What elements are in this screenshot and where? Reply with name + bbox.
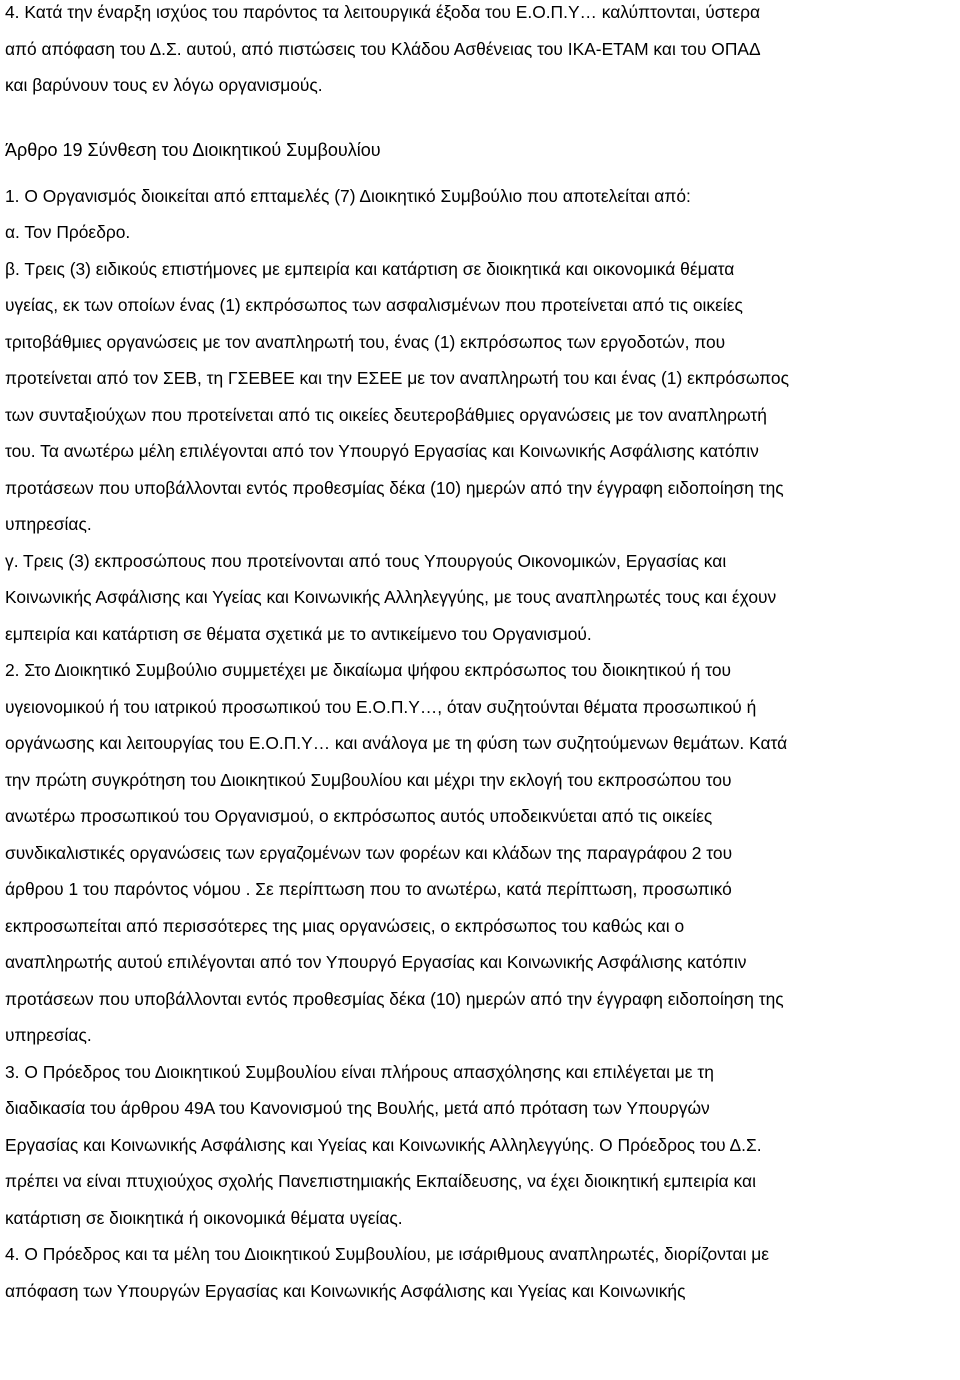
article-heading: Άρθρο 19 Σύνθεση του Διοικητικού Συμβουλίου: [5, 139, 381, 160]
text-line: 4. Ο Πρόεδρος και τα μέλη του Διοικητικού Συμβουλίου, με ισάριθμους αναπληρωτές, διορίζονται με: [5, 1244, 770, 1264]
text-line: του. Τα ανωτέρω μέλη επιλέγονται από τον Υπουργό Εργασίας και Κοινωνικής Ασφάλισης κατόπιν: [5, 441, 759, 461]
text-line: από απόφαση του Δ.Σ. αυτού, από πιστώσεις του Κλάδου Ασθένειας του ΙΚΑ-ΕΤΑΜ και του ΟΠΑΔ: [5, 38, 761, 59]
text-line: 1. Ο Οργανισμός διοικείται από επταμελές (7) Διοικητικό Συμβούλιο που αποτελείται από:: [5, 185, 691, 206]
text-line: πρέπει να είναι πτυχιούχος σχολής Πανεπιστημιακής Εκπαίδευσης, να έχει διοικητική εμπειρία και: [5, 1171, 756, 1191]
text-line: κατάρτιση σε διοικητικά ή οικονομικά θέματα υγείας.: [5, 1207, 403, 1228]
text-line: β. Τρεις (3) ειδικούς επιστήμονες με εμπειρία και κατάρτιση σε διοικητικά και οικονομικά θέματα: [5, 258, 735, 279]
text-line: υγειονομικού ή του ιατρικού προσωπικού του Ε.Ο.Π.Υ…, όταν συζητούνται θέματα προσωπικού ή: [5, 696, 757, 717]
text-line: υπηρεσίας.: [5, 1025, 92, 1045]
text-line: απόφαση των Υπουργών Εργασίας και Κοινωνικής Ασφάλισης και Υγείας και Κοινωνικής: [5, 1280, 686, 1301]
text-line: Κοινωνικής Ασφάλισης και Υγείας και Κοινωνικής Αλληλεγγύης, με τους αναπληρωτές τους και έχουν: [5, 587, 777, 607]
text-line: Εργασίας και Κοινωνικής Ασφάλισης και Υγείας και Κοινωνικής Αλληλεγγύης. Ο Πρόεδρος του Δ.Σ.: [5, 1134, 762, 1155]
text-line: προτάσεων που υποβάλλονται εντός προθεσμίας δέκα (10) ημερών από την έγγραφη ειδοποίηση της: [5, 988, 784, 1009]
text-line: συνδικαλιστικές οργανώσεις των εργαζομένων των φορέων και κλάδων της παραγράφου 2 του: [5, 842, 733, 863]
text-line: προτάσεων που υποβάλλονται εντός προθεσμίας δέκα (10) ημερών από την έγγραφη ειδοποίηση της: [5, 477, 784, 498]
text-line: εκπροσωπείται από περισσότερες της μιας οργανώσεις, ο εκπρόσωπος του καθώς και ο: [5, 915, 685, 936]
text-line: διαδικασία του άρθρου 49Α του Κανονισμού της Βουλής, μετά από πρόταση των Υπουργών: [5, 1098, 710, 1118]
text-line: την πρώτη συγκρότηση του Διοικητικού Συμβουλίου και μέχρι την εκλογή του εκπροσώπου του: [5, 769, 732, 790]
text-line: οργάνωσης και λειτουργίας του Ε.Ο.Π.Υ… και ανάλογα με τη φύση των συζητούμενων θεμάτων. Κατά: [5, 733, 788, 753]
text-line: τριτοβάθμιες οργανώσεις με τον αναπληρωτή του, ένας (1) εκπρόσωπος των εργοδοτών, που: [5, 331, 726, 352]
text-line: προτείνεται από τον ΣΕΒ, τη ΓΣΕΒΕΕ και την ΕΣΕΕ με τον αναπληρωτή του και ένας (1) εκπρόσωπος: [5, 368, 789, 388]
text-line: γ. Τρεις (3) εκπροσώπους που προτείνονται από τους Υπουργούς Οικονομικών, Εργασίας και: [5, 550, 727, 571]
text-line: υγείας, εκ των οποίων ένας (1) εκπρόσωπος των ασφαλισμένων που προτείνεται από τις οικείες: [5, 295, 743, 315]
text-line: 3. Ο Πρόεδρος του Διοικητικού Συμβουλίου είναι πλήρους απασχόλησης και επιλέγεται με τη: [5, 1061, 714, 1082]
text-line: αναπληρωτής αυτού επιλέγονται από τον Υπουργό Εργασίας και Κοινωνικής Ασφάλισης κατόπιν: [5, 952, 747, 972]
text-line: α. Τον Πρόεδρο.: [5, 222, 131, 242]
text-line: των συνταξιούχων που προτείνεται από τις οικείες δευτεροβάθμιες οργανώσεις με τον αναπληρωτή: [5, 404, 767, 425]
intro-paragraph: [5, 0, 960, 104]
text-line: υπηρεσίας.: [5, 514, 92, 534]
article-body: [5, 178, 960, 1310]
text-line: ανωτέρω προσωπικού του Οργανισμού, ο εκπρόσωπος αυτός υποδεικνύεται από τις οικείες: [5, 806, 713, 826]
text-line: εμπειρία και κατάρτιση σε θέματα σχετικά με το αντικείμενο του Οργανισμού.: [5, 623, 592, 644]
text-line: και βαρύνουν τους εν λόγω οργανισμούς.: [5, 75, 323, 95]
text-line: 2. Στο Διοικητικό Συμβούλιο συμμετέχει με δικαίωμα ψήφου εκπρόσωπος του διοικητικού ή του: [5, 660, 732, 680]
text-line: 4. Κατά την έναρξη ισχύος του παρόντος τα λειτουργικά έξοδα του Ε.Ο.Π.Υ… καλύπτονται, ύστερα: [5, 2, 761, 22]
text-line: άρθρου 1 του παρόντος νόμου . Σε περίπτωση που το ανωτέρω, κατά περίπτωση, προσωπικό: [5, 879, 732, 899]
